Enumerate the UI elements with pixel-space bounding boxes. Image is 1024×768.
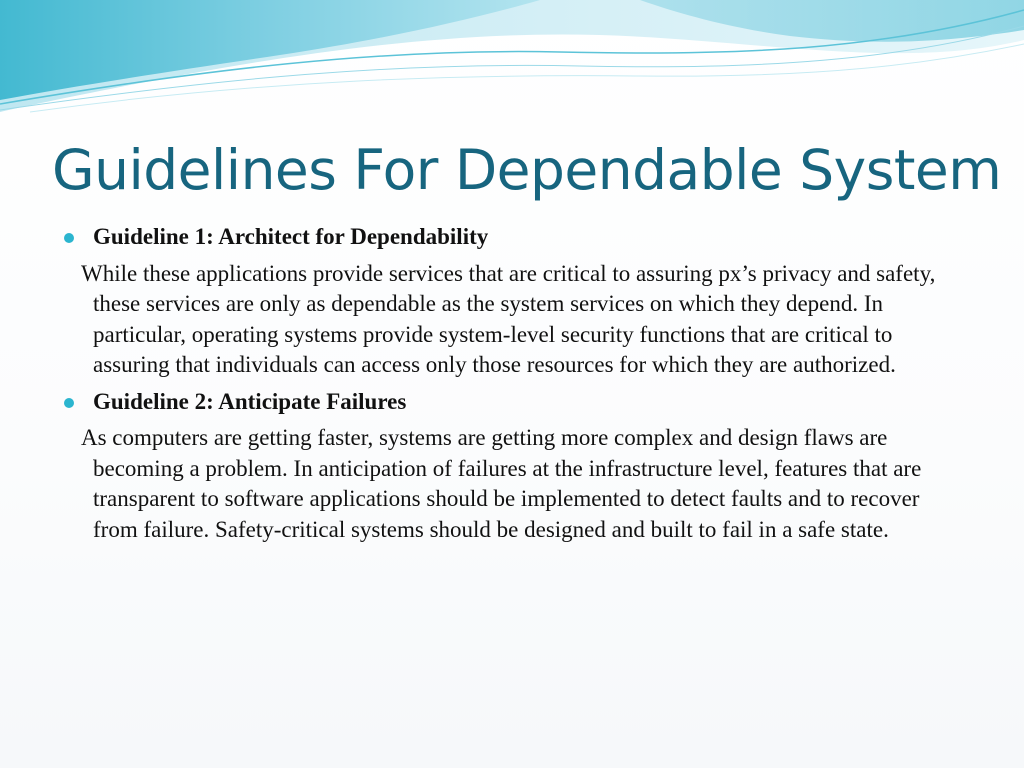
bullet-icon	[64, 398, 74, 408]
guideline-2-heading	[60, 387, 960, 418]
wave-band-main	[0, 0, 540, 100]
bullet-icon	[64, 233, 74, 243]
guideline-1-heading	[60, 222, 960, 253]
guideline-1-body: While these applications provide services that are critical to assuring px’s privacy and safety, these services are only as dependable as the system services on which they depend. In particular, operating systems provide system-level security functions that are critical to assuring that individuals can access only those resources for which they are authorized.	[81, 260, 936, 377]
guideline-2-body: As computers are getting faster, systems are getting more complex and design flaws are becoming a problem. In anticipation of failures at the infrastructure level, features that are transparent to software applications should be implemented to detect faults and to recover from failure. Safety-critical systems should be designed and built to fail in a safe state.	[81, 425, 922, 542]
guideline-2-heading-text: Guideline 2: Anticipate Failures	[93, 388, 407, 414]
guideline-1-heading-text: Guideline 1: Architect for Dependability	[93, 224, 489, 249]
wave-header-decoration	[0, 0, 1024, 130]
slide-content	[60, 222, 960, 551]
slide-title: Guidelines For Dependable System	[52, 138, 1002, 202]
